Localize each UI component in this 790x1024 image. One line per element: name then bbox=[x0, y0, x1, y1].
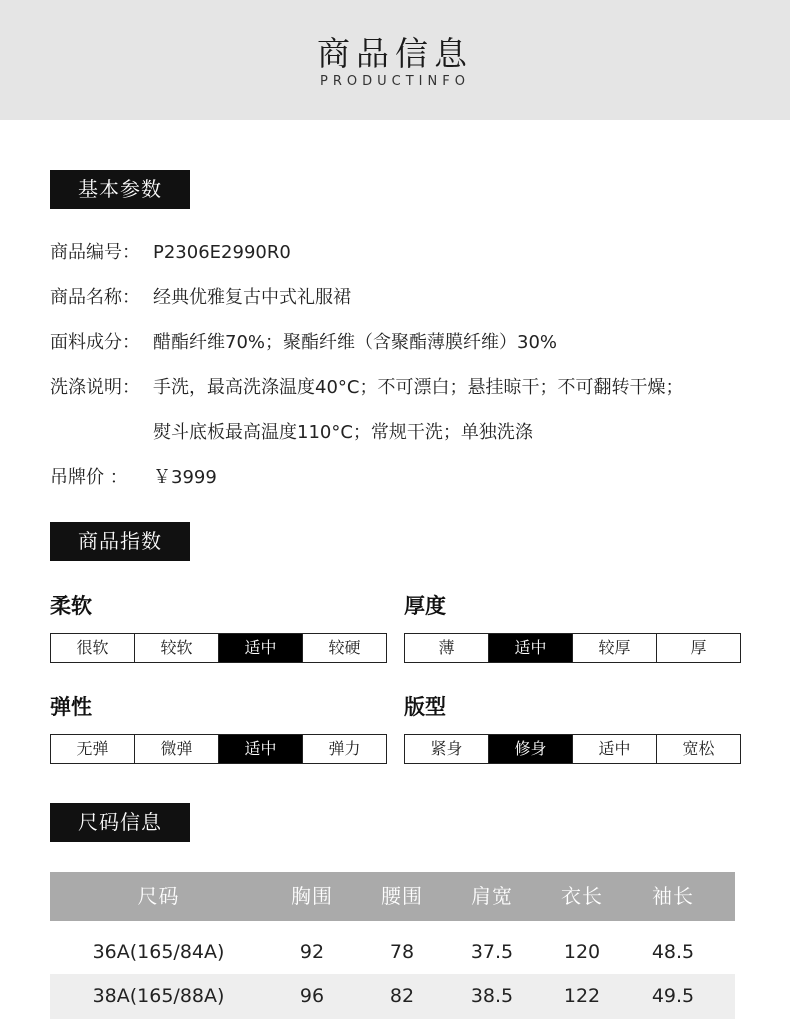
table-row bbox=[50, 930, 735, 975]
index-title-thickness: 厚度 bbox=[404, 594, 446, 618]
section-label-basic: 基本参数 bbox=[50, 170, 190, 209]
section-label-index: 商品指数 bbox=[50, 522, 190, 561]
column-header-shoulder: 肩宽 bbox=[471, 884, 513, 908]
column-header-chest: 胸围 bbox=[291, 884, 333, 908]
table-cell: 82 bbox=[389, 985, 415, 1007]
param-value: P2306E2990R0 bbox=[153, 242, 291, 263]
scale-option: 薄 bbox=[405, 634, 488, 662]
scale-option: 紧身 bbox=[405, 735, 488, 763]
param-label: 商品名称： bbox=[50, 287, 140, 308]
param-label: 吊牌价 ： bbox=[50, 467, 128, 488]
table-cell: 37.5 bbox=[470, 941, 514, 963]
scale-option: 宽松 bbox=[656, 735, 740, 763]
size-table-header bbox=[50, 872, 735, 921]
table-cell: 49.5 bbox=[651, 985, 695, 1007]
param-value: ￥3999 bbox=[153, 467, 217, 488]
table-cell: 122 bbox=[563, 985, 601, 1007]
table-cell: 120 bbox=[563, 941, 601, 963]
param-row-washing bbox=[50, 373, 683, 399]
table-cell: 38A(165/88A) bbox=[92, 985, 225, 1007]
scale-option: 弹力 bbox=[302, 735, 386, 763]
table-cell: 36A(165/84A) bbox=[92, 941, 225, 963]
page-header bbox=[0, 0, 790, 120]
scale-option-selected: 修身 bbox=[488, 735, 572, 763]
scale-option-selected: 适中 bbox=[488, 634, 572, 662]
scale-option-selected: 适中 bbox=[218, 634, 302, 662]
param-label: 商品编号： bbox=[50, 242, 140, 263]
table-cell: 38.5 bbox=[470, 985, 514, 1007]
column-header-sleeve: 袖长 bbox=[652, 884, 694, 908]
table-cell: 92 bbox=[299, 941, 325, 963]
scale-option: 厚 bbox=[656, 634, 740, 662]
param-row-price bbox=[50, 463, 217, 489]
thickness-scale bbox=[404, 633, 741, 663]
softness-scale bbox=[50, 633, 387, 663]
index-title-softness: 柔软 bbox=[50, 594, 92, 618]
index-title-elasticity: 弹性 bbox=[50, 695, 92, 719]
scale-option: 适中 bbox=[572, 735, 656, 763]
scale-option: 很软 bbox=[51, 634, 134, 662]
table-cell: 96 bbox=[299, 985, 325, 1007]
elasticity-scale bbox=[50, 734, 387, 764]
param-value: 手洗，最高洗涤温度40°C；不可漂白；悬挂晾干；不可翻转干燥； bbox=[153, 377, 684, 398]
param-label: 洗涤说明： bbox=[50, 377, 140, 398]
param-row-code bbox=[50, 238, 291, 264]
size-table bbox=[50, 872, 735, 1019]
table-cell: 48.5 bbox=[651, 941, 695, 963]
page-title: 商品信息 bbox=[317, 34, 473, 73]
scale-option: 较硬 bbox=[302, 634, 386, 662]
param-value: 经典优雅复古中式礼服裙 bbox=[153, 287, 351, 308]
param-value: 醋酯纤维70%；聚酯纤维（含聚酯薄膜纤维）30% bbox=[153, 332, 558, 353]
column-header-waist: 腰围 bbox=[381, 884, 423, 908]
param-row-name bbox=[50, 283, 351, 309]
scale-option: 较厚 bbox=[572, 634, 656, 662]
column-header-length: 衣长 bbox=[561, 884, 603, 908]
fit-scale bbox=[404, 734, 741, 764]
param-label: 面料成分： bbox=[50, 332, 140, 353]
scale-option: 较软 bbox=[134, 634, 218, 662]
table-row bbox=[50, 974, 735, 1019]
table-cell: 78 bbox=[389, 941, 415, 963]
section-label-size: 尺码信息 bbox=[50, 803, 190, 842]
index-title-fit: 版型 bbox=[404, 695, 446, 719]
scale-option: 无弹 bbox=[51, 735, 134, 763]
scale-option: 微弹 bbox=[134, 735, 218, 763]
column-header-size: 尺码 bbox=[137, 884, 180, 908]
param-value-continuation: 熨斗底板最高温度110°C；常规干洗；单独洗涤 bbox=[153, 422, 533, 443]
scale-option-selected: 适中 bbox=[218, 735, 302, 763]
param-row-fabric bbox=[50, 328, 557, 354]
page-subtitle: PRODUCTINFO bbox=[320, 74, 470, 89]
